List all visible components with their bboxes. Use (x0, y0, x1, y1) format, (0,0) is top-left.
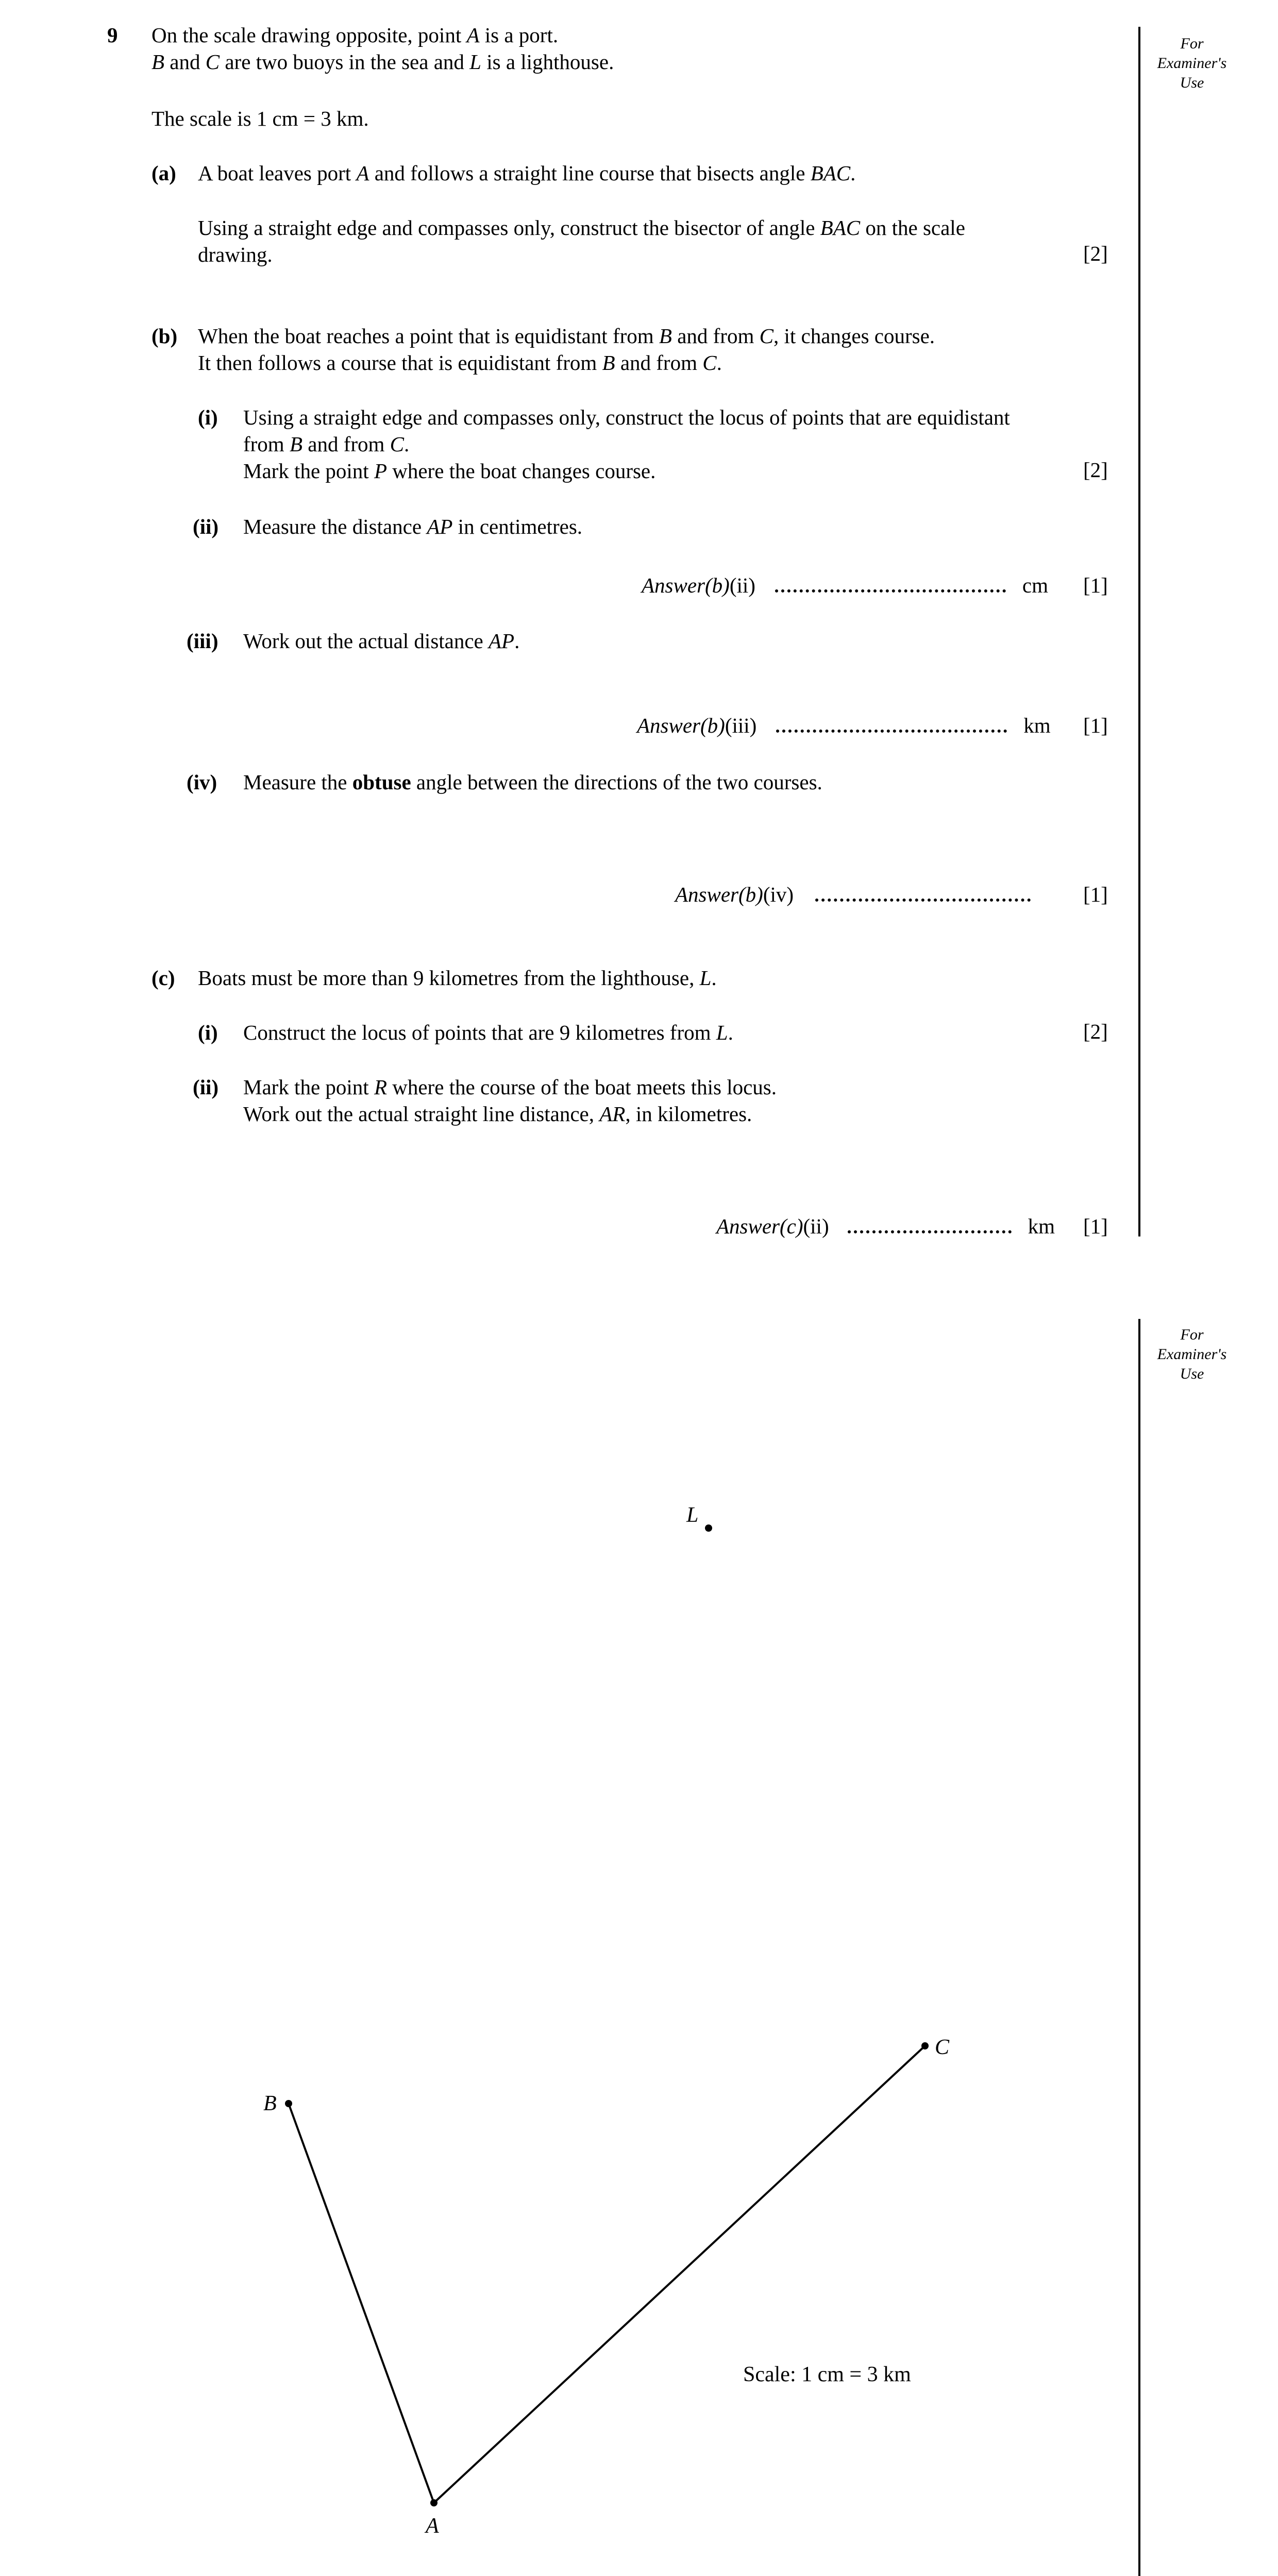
italic-term: A (466, 23, 480, 47)
segment-a-c (434, 2046, 925, 2503)
italic-term: B (289, 432, 302, 456)
italic-term: L (716, 1021, 728, 1044)
question-scale-line: The scale is 1 cm = 3 km. (152, 107, 369, 130)
part-c-label: (c) (152, 966, 175, 990)
italic-term: BAC (820, 216, 861, 240)
part-c-ii-label: (ii) (193, 1075, 219, 1099)
part-b-line-1: When the boat reaches a point that is equidistant from B and from C, it changes course. (198, 324, 935, 348)
italic-term: C (759, 324, 773, 348)
part-b-ii-text: Measure the distance AP in centimetres. (243, 515, 583, 538)
part-c-i-marks: [2] (1083, 1020, 1108, 1043)
question-intro-line-1: On the scale drawing opposite, point A is a port. (152, 23, 559, 47)
part-b-iii-text: Work out the actual distance AP. (243, 629, 520, 653)
part-b-i-marks: [2] (1083, 458, 1108, 482)
label-a: A (426, 2514, 439, 2538)
part-b-ii-marks: [1] (1083, 573, 1108, 597)
examiner-use-label-top: For Examiner's Use (1157, 35, 1227, 91)
italic-term: L (469, 50, 481, 74)
point-l (705, 1524, 712, 1532)
italic-term: C (390, 432, 405, 456)
label-b: B (263, 2092, 277, 2115)
part-b-i-line-2: from B and from C. (243, 432, 410, 456)
part-c-line-1: Boats must be more than 9 kilometres from the lighthouse, L. (198, 966, 717, 990)
scale-label: Scale: 1 cm = 3 km (743, 2363, 911, 2386)
examiner-use-label-bottom: For Examiner's Use (1157, 1326, 1227, 1382)
segment-b-a (289, 2104, 434, 2503)
question-number: 9 (107, 23, 118, 47)
part-c-ii-line-2: Work out the actual straight line distance, AR, in kilometres. (243, 1102, 752, 1126)
part-c-i-label: (i) (198, 1021, 218, 1044)
italic-term: C (702, 351, 717, 375)
part-a-line-2: Using a straight edge and compasses only, construct the bisector of angle BAC on the scale (198, 216, 965, 240)
part-b-iv-text: Measure the obtuse angle between the directions of the two courses. (243, 770, 822, 794)
part-c-ii-marks: [1] (1083, 1214, 1108, 1238)
italic-term: B (152, 50, 165, 74)
part-b-ii-label: (ii) (193, 515, 219, 538)
label-l: L (686, 1503, 699, 1527)
part-b-i-line-1: Using a straight edge and compasses only, construct the locus of points that are equidistant (243, 405, 1010, 429)
answer-b-iii-row: Answer(b) (iii) km (637, 714, 1051, 737)
answer-b-iv-row: Answer(b) (iv) (675, 882, 1031, 907)
italic-term: A (356, 161, 369, 185)
examiner-margin-rule-bottom (1138, 1319, 1140, 2576)
bold-term: obtuse (352, 770, 411, 794)
part-b-iii-label: (iii) (187, 629, 218, 653)
point-c (921, 2042, 929, 2049)
answer-b-ii-row: Answer(b) (ii) cm (642, 573, 1048, 597)
question-intro-line-2: B and C are two buoys in the sea and L is a lighthouse. (152, 50, 614, 74)
part-b-label: (b) (152, 324, 178, 348)
part-a-marks: [2] (1083, 242, 1108, 265)
part-a-line-3: drawing. (198, 243, 273, 266)
part-b-iii-marks: [1] (1083, 714, 1108, 737)
italic-term: R (374, 1075, 387, 1099)
answer-c-ii-row: Answer(c) (ii) km (716, 1214, 1055, 1238)
part-b-iv-marks: [1] (1083, 883, 1108, 906)
point-a (430, 2499, 438, 2506)
italic-term: AP (427, 515, 453, 538)
italic-term: B (659, 324, 672, 348)
italic-term: P (374, 459, 387, 483)
italic-term: AP (489, 629, 515, 653)
part-a-line-1: A boat leaves port A and follows a straight line course that bisects angle BAC. (198, 161, 856, 185)
part-b-line-2: It then follows a course that is equidistant from B and from C. (198, 351, 722, 375)
part-b-iv-label: (iv) (187, 770, 217, 794)
part-b-i-label: (i) (198, 405, 218, 429)
point-b (285, 2100, 292, 2107)
part-c-i-text: Construct the locus of points that are 9 kilometres from L. (243, 1021, 733, 1044)
italic-term: AR (599, 1102, 626, 1126)
examiner-margin-rule-top (1138, 27, 1140, 1236)
italic-term: C (205, 50, 220, 74)
part-a-label: (a) (152, 161, 176, 185)
italic-term: B (602, 351, 615, 375)
part-b-i-line-3: Mark the point P where the boat changes course. (243, 459, 656, 483)
part-c-ii-line-1: Mark the point R where the course of the boat meets this locus. (243, 1075, 777, 1099)
label-c: C (935, 2036, 950, 2059)
italic-term: BAC (810, 161, 851, 185)
italic-term: L (699, 966, 712, 990)
